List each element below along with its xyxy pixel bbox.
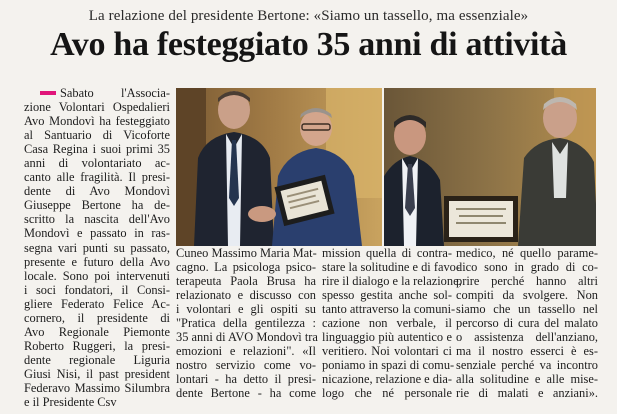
text-line: Roberto Ruggeri, la presi- — [24, 338, 170, 353]
text-line: cazione non verbale, il — [322, 316, 452, 331]
text-line: siamo che un tassello nel — [456, 302, 598, 317]
text-line: Cuneo Massimo Maria Mat- — [176, 246, 317, 260]
text-line: senziale perché va incontro — [456, 358, 598, 373]
text-line: medico, né quello parame- — [456, 246, 598, 260]
text-line: canto alle fragilità. Il presi- — [24, 170, 170, 185]
text-line: veritiero. Noi volontari ci — [322, 344, 452, 359]
text-line: lontari - ha detto il presi- — [176, 372, 316, 387]
text-line: dico sono in grado di co- — [456, 260, 598, 275]
text-line: nostro servizio come vo- — [176, 358, 316, 373]
text-line: i volontari e gli ospiti su — [176, 302, 316, 317]
text-line: Giusi Nisi, il past president — [24, 366, 170, 381]
text-line: stare la solitudine e di favo- — [322, 260, 460, 275]
text-line: poniamo in spazi di comu- — [322, 358, 455, 373]
text-line: dente regionale Liguria — [24, 352, 170, 367]
text-line: rie di malati e anziani». — [456, 386, 598, 401]
article-column-4 — [456, 246, 598, 401]
text-line: Federavo Massimo Silumbra — [24, 380, 170, 395]
text-line: linguaggio più autentico e — [322, 330, 452, 345]
text-line: scritto la nascita dell'Avo — [24, 212, 170, 227]
text-line: gliere Federato Felice Ac- — [24, 296, 170, 311]
text-line: prire perché hanno altri — [456, 274, 598, 289]
text-line: dente di Avo Mondovì — [24, 184, 170, 199]
text-line: relazionato e discusso con — [176, 288, 316, 303]
text-line: al Santuario di Vicoforte — [24, 128, 170, 143]
text-line: emozioni e relazioni". «Il — [176, 344, 316, 359]
text-line: cornero, il presidente di — [24, 310, 170, 325]
text-line: spesso gestita anche sol- — [322, 288, 452, 303]
text-line: rire il dialogo e la relazione, — [322, 274, 462, 289]
text-line: logo che né personale — [322, 386, 452, 401]
article-column-1 — [24, 86, 170, 409]
text-line: Sabato l'Associa- — [60, 86, 170, 100]
text-line: compiti da svolgere. Non — [456, 288, 598, 303]
photo-certificate-presentation — [384, 88, 596, 246]
text-line: Avo Mondovì ha festeggiato — [24, 114, 170, 129]
text-line: Mondovì e passato in ras- — [24, 226, 170, 241]
text-line: Casa Regina i suoi primi 35 — [24, 142, 170, 157]
text-line: tanto attraverso la comuni- — [322, 302, 456, 317]
text-line: presente e futuro della Avo — [24, 254, 170, 269]
text-line: i soci fondatori, il Consi- — [24, 282, 170, 297]
text-line: "Pratica della gentilezza : — [176, 316, 316, 331]
text-line: ma il nostro esserci è es- — [456, 344, 598, 359]
text-line: dente Bertone - ha come — [176, 386, 316, 401]
text-line: zione Volontari Ospedalieri — [24, 100, 170, 115]
text-line: e il Presidente Csv — [24, 395, 117, 410]
text-line: mission quella di contra- — [322, 246, 452, 260]
text-line: o assistenza dell'anziano, — [456, 330, 598, 345]
text-line: anni di volontariato ac- — [24, 156, 170, 171]
text-line: cagno. La psicologa psico- — [176, 260, 316, 275]
text-line: Giuseppe Bertone ha de- — [24, 198, 170, 213]
text-line: alla solitudine e alle mise- — [456, 372, 598, 387]
article-column-3 — [322, 246, 462, 401]
article-headline: Avo ha festeggiato 35 anni di attività — [50, 26, 567, 63]
text-line: 35 anni di AVO Mondovì tra — [176, 330, 318, 345]
text-line: terapeuta Paola Brusa ha — [176, 274, 316, 289]
article-column-2 — [176, 246, 316, 401]
text-line: Avo Regionale Piemonte — [24, 324, 170, 339]
text-line: nicazione, relazione e dia- — [322, 372, 453, 387]
text-line: percorso di cura del malato — [456, 316, 598, 331]
text-line: segna vari punti su passato, — [24, 240, 170, 255]
text-line: locale. Sono poi intervenuti — [24, 268, 170, 283]
photo-handshake-plaque — [176, 88, 382, 246]
article-kicker: La relazione del presidente Bertone: «Siamo un tassello, ma essenziale» — [88, 8, 529, 24]
